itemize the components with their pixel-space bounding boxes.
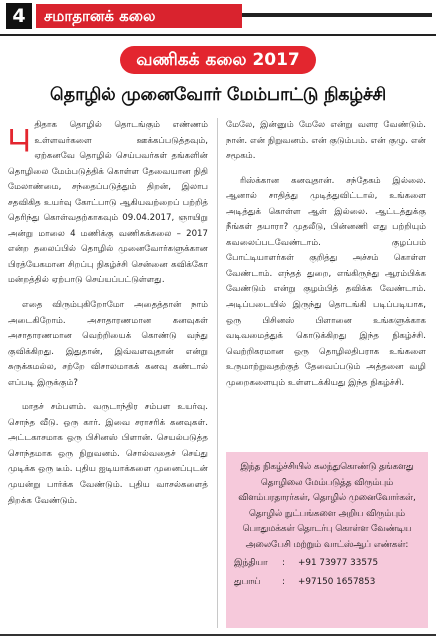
paragraph: மேலே, இன்னும் மேலே என்று வளர வேண்டும். நான். என் நிறுவனம். என் குடும்பம். என் குழு. என் சமூகம். xyxy=(226,120,426,162)
paragraph: எதை விரும்புகிறோமோ அதைத்தான் நாம் அடைகிறோம். அசாதாரணமான கனவுகள் அசாதாரணமான வெற்றியைக் கொண்டு வந்து குவிக்கிறது. இதுதான், இவ்வளவுதான் என்று சுருக்கமல்ல, சற்றே விசாலமாகக் கனவு கண்டால் எப்படி இருக்கும்? xyxy=(8,300,208,388)
phone-separator: : xyxy=(282,558,285,568)
phone-number[interactable]: +97150 1657853 xyxy=(298,576,376,587)
paragraph-text: திதாக தொழில் தொடங்கும் எண்ணம் உள்ளவர்களை ஊக்கப்படுத்தவும், ஏற்கனவே தொழில் செய்பவர்கள் தங்களின் தொழிலை மேம்படுத்திக் கொள்ள தேவையான நிதி மேலாண்மை, சந்தைப்படுத்தும் திறன், இலாப சதவிகித உயர்வு கோட்பாடு ஆகியவற்றைப் பற்றித் தெரிந்து கொள்வதற்காகவும் 09.04.2017, ஞாயிறு அன்று மாலை 4 மணிக்கு வணிகக்கலை – 2017 என்ற தலைப்பில் தொழில் முனைவோர்களுக்கான பிரத்யேகமான சிறப்பு நிகழ்ச்சி சென்னை கவிக்கோ மன்றத்தில் ஏற்பாடு செய்யப்பட்டுள்ளது. xyxy=(8,120,208,286)
page-header xyxy=(0,0,436,36)
paragraph xyxy=(8,118,208,289)
contact-intro: இந்த நிகழ்ச்சியில் கலந்துகொண்டு தங்களது தொழிலை மேம்படுத்த விரும்பும் விளம்பரதாரர்கள், தொழில் முனைவோர்கள், தொழில் நுட்பங்களை அறிய விரும்பும் பொதுமக்கள் தொடர்பு கொள்ள வேண்டிய அலைபேசி மற்றும் வாட்ஸ்ஆப் எண்கள்: xyxy=(238,462,416,550)
phone-number[interactable]: +91 73977 33575 xyxy=(298,558,379,568)
page-number: 4 xyxy=(6,3,32,29)
article-headline: தொழில் முனைவோர் மேம்பாட்டு நிகழ்ச்சி xyxy=(50,85,386,105)
contact-box xyxy=(226,452,428,628)
phone-label: இந்தியா xyxy=(234,558,268,568)
left-column xyxy=(8,118,208,630)
phone-separator: : xyxy=(282,576,285,587)
phone-row-dubai xyxy=(234,575,420,591)
phone-row-india xyxy=(234,556,420,572)
drop-cap: பு xyxy=(8,118,31,152)
bottom-rule xyxy=(0,634,436,636)
header-rule xyxy=(242,13,432,17)
paragraph: ரிஸ்க்கான கனவுதான். சந்தேகம் இல்லை. ஆனால் சாதித்து முடித்துவிட்டால், உங்களை அடித்துக் கொள்ள ஆள் இல்லை. ஆட்டத்துக்கு நீங்கள் தயாரா? முதலீடு, பின்னணி எது பற்றியும் கவலைப்படவேண்டாம். குழப்பம் போட்டியாளர்கள் குறித்து அச்சம் கொள்ள வேண்டாம். எந்தத் துறை, எங்கிருந்து ஆரம்பிக்க வேண்டும் என்று குழம்பித் தவிக்க வேண்டாம். அடிப்படையில் இருந்து தொடங்கி படிப்படியாக, ஒரு பிசினஸ் பிளானை உங்களுக்காக வடிவமைத்துக் கொடுக்கிறது இந்த நிகழ்ச்சி. வெற்றிகரமான ஒரு தொழிலதிபராக உங்களை உருமாற்றுவதற்குத் தேவைப்படும் அத்தனை வழி முறைகளையும் உள்ளடக்கியது இந்த நிகழ்ச்சி. xyxy=(226,175,426,388)
column-divider xyxy=(217,118,218,628)
kicker-badge: வணிகக் கலை 2017 xyxy=(120,46,316,74)
phone-label: துபாய் xyxy=(234,576,261,587)
kicker-wrap xyxy=(0,46,436,74)
section-title: சமாதானக் கலை xyxy=(36,4,242,28)
paragraph: மாதச் சம்பளம். வருடாந்திர சம்பள உயர்வு. சொந்த வீடு. ஒரு கார். இவை சராசரிக் கனவுகள். அட்டகாசமாக ஒரு பிசினஸ் பிளான். செயல்படுத்த சொந்தமாக ஒரு நிறுவனம். சொல்வதைச் செய்து முடிக்க ஒரு டீம். புதிய ஐடியாக்களை முனைப்புடன் முயன்று பார்க்க வேண்டும். புதிய வாசல்களைத் திறக்க வேண்டும். xyxy=(8,402,208,506)
